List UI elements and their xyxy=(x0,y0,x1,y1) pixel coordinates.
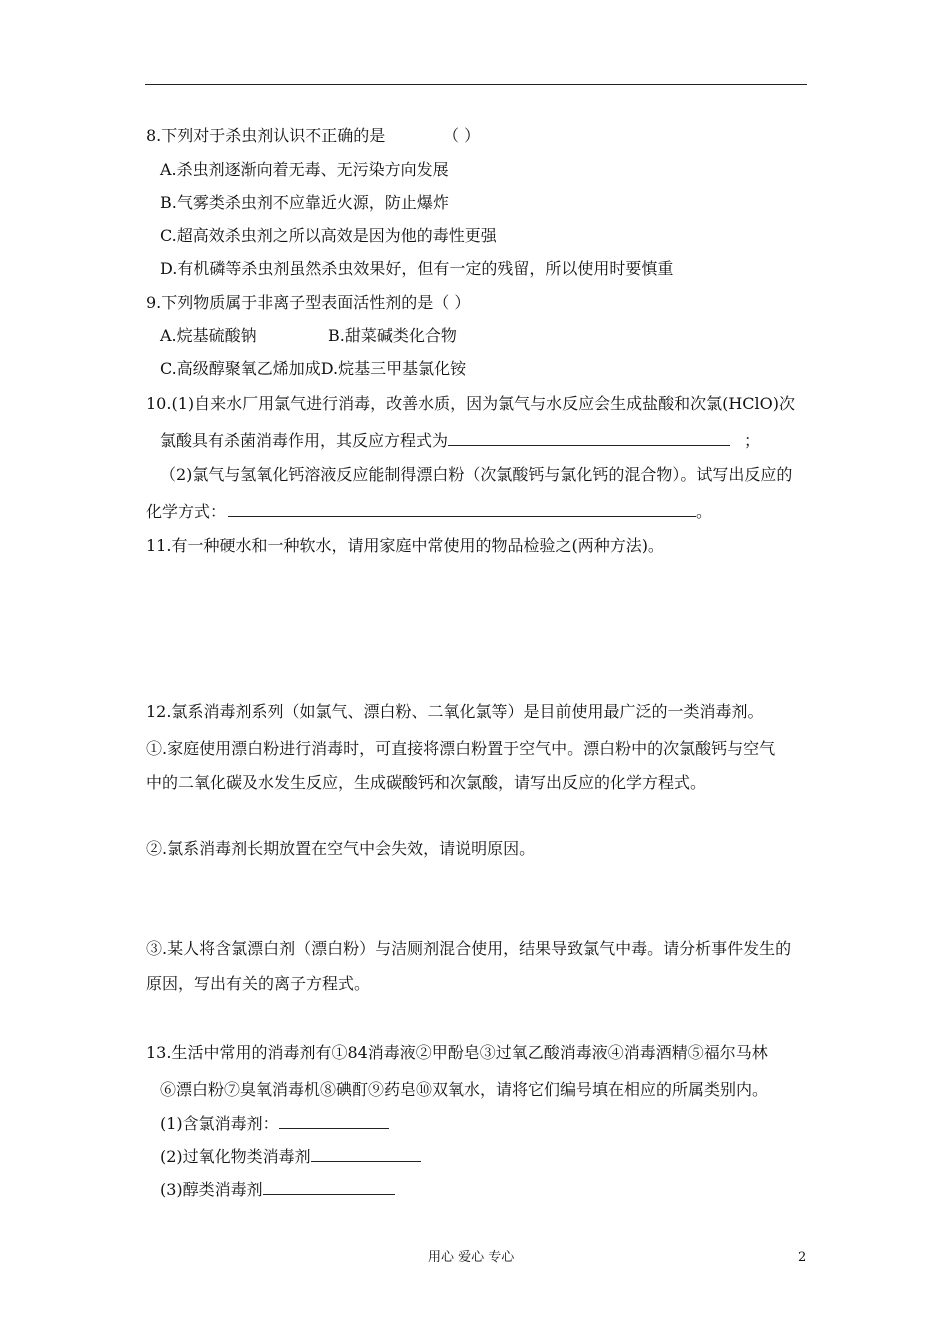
q10-line4-text: 化学方式： xyxy=(146,502,227,521)
q11-text: 11.有一种硬水和一种软水，请用家庭中常使用的物品检验之(两种方法)。 xyxy=(146,536,664,555)
q10-answer-blank-2[interactable] xyxy=(228,502,696,517)
footer-slogan: 用心 爱心 专心 xyxy=(428,1250,515,1265)
q12-part1-line1: ①.家庭使用漂白粉进行消毒时，可直接将漂白粉置于空气中。漂白粉中的次氯酸钙与空气 xyxy=(146,739,776,758)
q13-answer-blank-1[interactable] xyxy=(279,1114,389,1129)
q10-answer-blank-1[interactable] xyxy=(448,431,730,446)
q8-answer-paren: （ ） xyxy=(443,126,481,145)
q9-option-a: A.烷基硫酸钠 xyxy=(160,326,257,345)
q13-item-2 xyxy=(160,1147,421,1167)
q10-line4-end: 。 xyxy=(696,502,713,521)
q13-answer-blank-3[interactable] xyxy=(263,1180,395,1195)
q12-part1-line2: 中的二氧化碳及水发生反应，生成碳酸钙和次氯酸，请写出反应的化学方程式。 xyxy=(146,773,707,792)
q13-answer-blank-2[interactable] xyxy=(311,1147,421,1162)
q8-option-d: D.有机磷等杀虫剂虽然杀虫效果好，但有一定的残留，所以使用时要慎重 xyxy=(160,259,674,278)
q12-stem: 12.氯系消毒剂系列（如氯气、漂白粉、二氧化氯等）是目前使用最广泛的一类消毒剂。 xyxy=(146,702,764,721)
q9-stem: 9.下列物质属于非离子型表面活性剂的是（ ） xyxy=(146,293,471,312)
q8-option-a: A.杀虫剂逐渐向着无毒、无污染方向发展 xyxy=(160,160,449,179)
q10-line2-end: ； xyxy=(744,431,761,450)
page-number: 2 xyxy=(798,1250,807,1265)
q10-line1: 10.(1)自来水厂用氯气进行消毒，改善水质，因为氯气与水反应会生成盐酸和次氯(HClO)次 xyxy=(146,394,796,413)
q10-line3: （2)氯气与氢氧化钙溶液反应能制得漂白粉（次氯酸钙与氯化钙的混合物）。试写出反应的 xyxy=(160,465,793,484)
q13-item-3 xyxy=(160,1180,395,1200)
q12-part3-line1: ③.某人将含氯漂白剂（漂白粉）与洁厕剂混合使用，结果导致氯气中毒。请分析事件发生的 xyxy=(146,939,792,958)
q9-option-b: B.甜菜碱类化合物 xyxy=(328,326,457,345)
q13-line2: ⑥漂白粉⑦臭氧消毒机⑧碘酊⑨药皂⑩双氧水，请将它们编号填在相应的所属类别内。 xyxy=(160,1080,769,1099)
q8-stem-text: 8.下列对于杀虫剂认识不正确的是 xyxy=(146,126,386,145)
header-rule xyxy=(145,84,807,85)
q13-item-1 xyxy=(160,1114,389,1134)
q10-line2 xyxy=(160,431,760,451)
q12-part3-line2: 原因，写出有关的离子方程式。 xyxy=(146,974,371,993)
q8-option-c: C.超高效杀虫剂之所以高效是因为他的毒性更强 xyxy=(160,226,497,245)
q13-item-2-label: (2)过氧化物类消毒剂 xyxy=(160,1147,311,1166)
q13-item-1-label: (1)含氯消毒剂： xyxy=(160,1114,279,1133)
q8-stem xyxy=(146,126,385,146)
q12-part2: ②.氯系消毒剂长期放置在空气中会失效，请说明原因。 xyxy=(146,839,536,858)
q13-line1: 13.生活中常用的消毒剂有①84消毒液②甲酚皂③过氧乙酸消毒液④消毒酒精⑤福尔马林 xyxy=(146,1043,768,1062)
q10-line4 xyxy=(146,502,712,522)
q9-option-cd: C.高级醇聚氧乙烯加成D.烷基三甲基氯化铵 xyxy=(160,359,467,378)
q13-item-3-label: (3)醇类消毒剂 xyxy=(160,1180,263,1199)
q10-line2-text: 氯酸具有杀菌消毒作用，其反应方程式为 xyxy=(160,431,449,450)
q8-option-b: B.气雾类杀虫剂不应靠近火源，防止爆炸 xyxy=(160,193,449,212)
